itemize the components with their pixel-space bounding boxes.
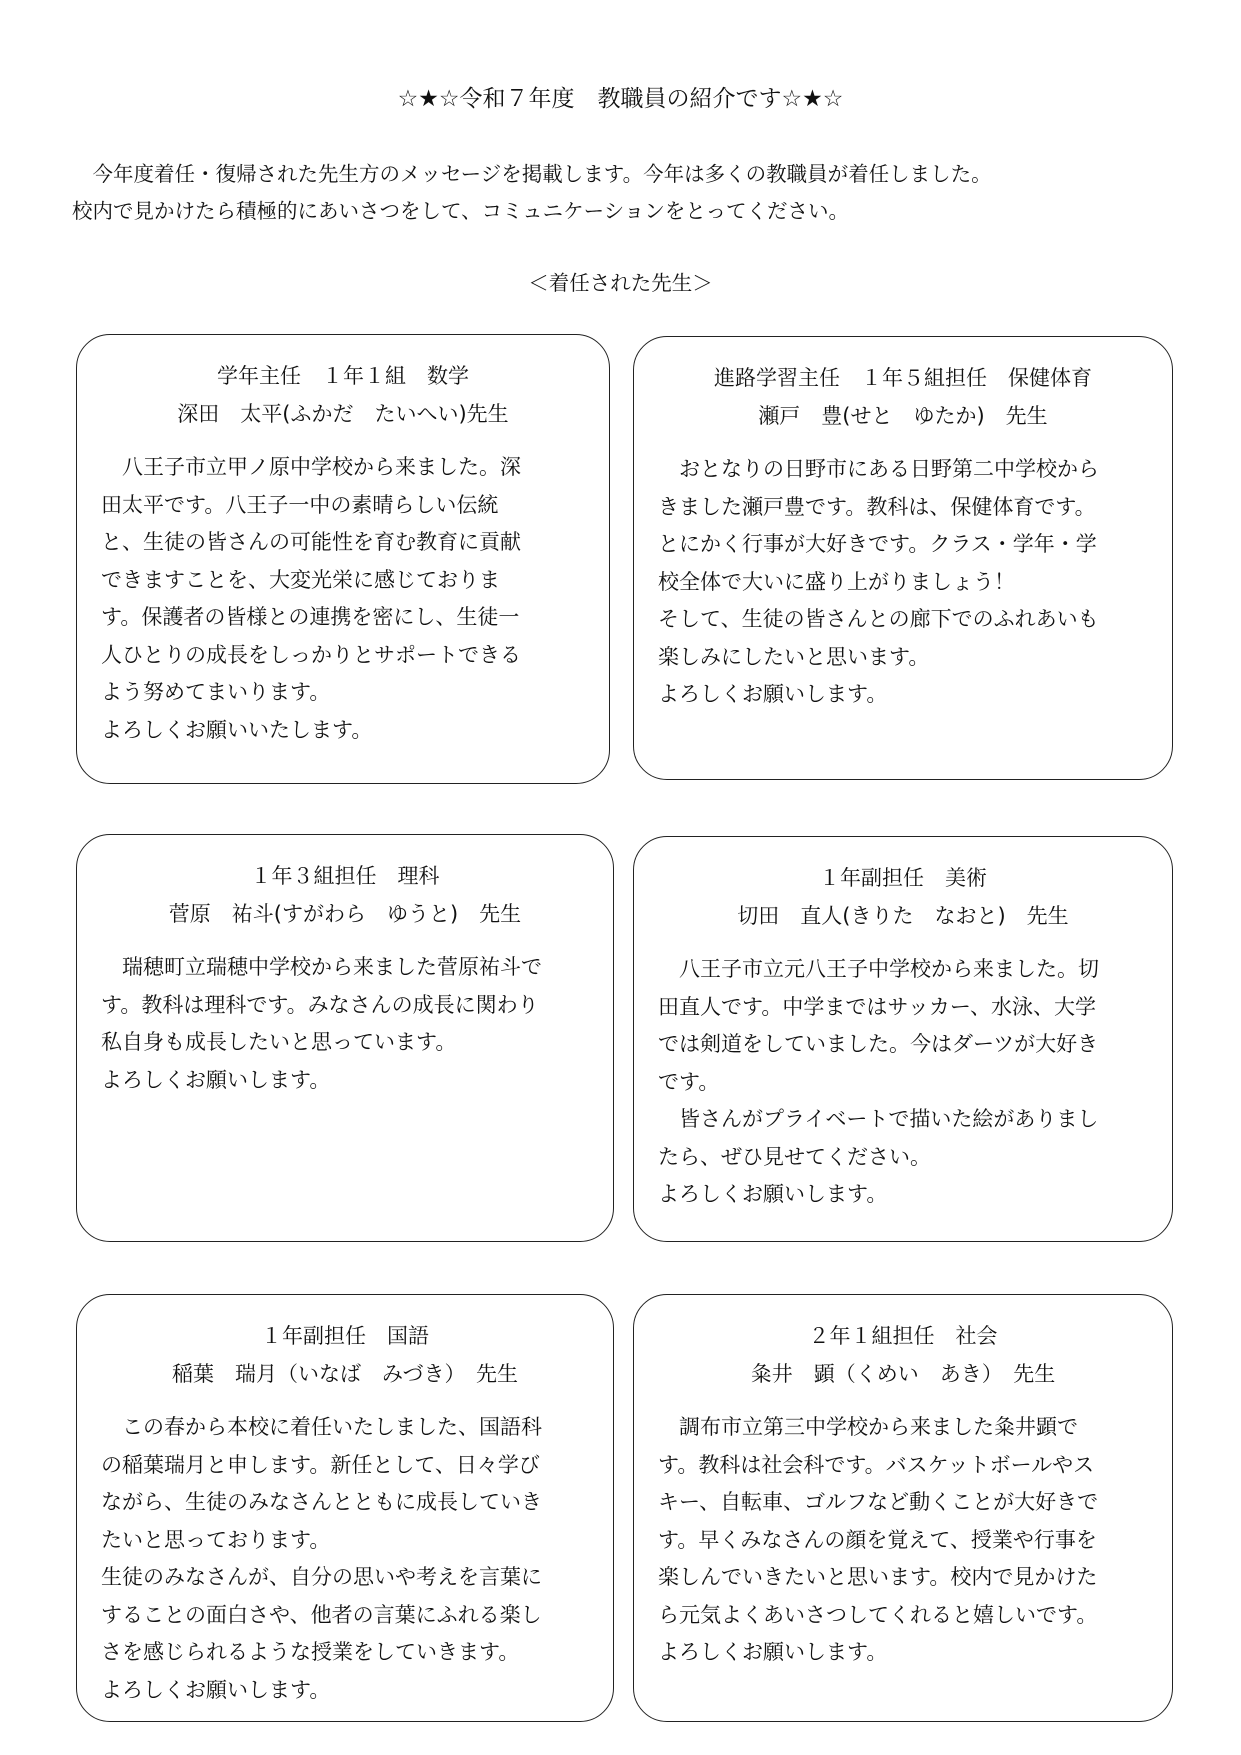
teacher-card: [76, 834, 614, 1242]
teacher-card: [633, 1294, 1173, 1722]
teacher-role: ２年１組担任 社会: [808, 1324, 998, 1348]
page-title: ☆★☆令和７年度 教職員の紹介です☆★☆: [397, 86, 844, 112]
teacher-message: 八王子市立元八王子中学校から来ました。切 田直人です。中学まではサッカー、水泳、大学 では剣道をしていました。今はダーツが大好き です。 皆さんがプライベートで描いた絵がありまし たら、ぜひ見せてください。 よろしくお願いします。: [658, 957, 1099, 1206]
teacher-message: この春から本校に着任いたしました、国語科 の稲葉瑞月と申します。新任として、日々学び ながら、生徒のみなさんとともに成長していき たいと思っております。 生徒のみなさんが、自分の思いや考えを言葉に することの面白さや、他者の言葉にふれる楽し さを感じられるような授業をしていきます。 よろしくお願いします。: [101, 1415, 542, 1702]
intro-text: [72, 156, 992, 230]
teacher-role: 学年主任 １年１組 数学: [217, 364, 469, 388]
teacher-name: 瀬戸 豊(せと ゆたか) 先生: [758, 404, 1048, 428]
section-heading: ＜着任された先生＞: [528, 271, 713, 295]
teacher-name: 深田 太平(ふかだ たいへい)先生: [177, 402, 509, 426]
teacher-message: 瑞穂町立瑞穂中学校から来ました菅原祐斗で す。教科は理科です。みなさんの成長に関わり 私自身も成長したいと思っています。 よろしくお願いします。: [101, 955, 542, 1092]
teacher-message: おとなりの日野市にある日野第二中学校から きました瀬戸豊です。教科は、保健体育です。 とにかく行事が大好きです。クラス・学年・学 校全体で大いに盛り上がりましょう！ そして、生徒の皆さんとの廊下でのふれあいも 楽しみにしたいと思います。 よろしくお願いします。: [658, 457, 1099, 706]
teacher-role: １年副担任 美術: [819, 866, 987, 890]
teacher-card: [633, 336, 1173, 780]
teacher-card: [76, 334, 610, 784]
teacher-role: １年３組担任 理科: [250, 864, 440, 888]
intro-line: 今年度着任・復帰された先生方のメッセージを掲載します。今年は多くの教職員が着任しました。: [72, 162, 992, 186]
teacher-card: [633, 836, 1173, 1242]
teacher-name: 稲葉 瑞月（いなば みづき） 先生: [171, 1362, 519, 1386]
teacher-role: １年副担任 国語: [261, 1324, 429, 1348]
intro-line: 校内で見かけたら積極的にあいさつをして、コミュニケーションをとってください。: [72, 199, 849, 223]
teacher-card: [76, 1294, 614, 1722]
teacher-name: 粂井 顕（くめい あき） 先生: [750, 1362, 1056, 1386]
teacher-name: 菅原 祐斗(すがわら ゆうと) 先生: [168, 902, 522, 926]
teacher-message: 八王子市立甲ノ原中学校から来ました。深 田太平です。八王子一中の素晴らしい伝統 と、生徒の皆さんの可能性を育む教育に貢献 できますことを、大変光栄に感じておりま す。保護者の皆様との連携を密にし、生徒一 人ひとりの成長をしっかりとサポートできる よう努めてまいります。 よろしくお願いいたします。: [101, 455, 521, 742]
teacher-message: 調布市立第三中学校から来ました粂井顕で す。教科は社会科です。バスケットボールやス キー、自転車、ゴルフなど動くことが大好きで す。早くみなさんの顔を覚えて、授業や行事を 楽しんでいきたいと思います。校内で見かけた ら元気よくあいさつしてくれると嬉しいです。 よろしくお願いします。: [658, 1415, 1099, 1664]
teacher-name: 切田 直人(きりた なおと) 先生: [737, 904, 1069, 928]
teacher-role: 進路学習主任 １年５組担任 保健体育: [714, 366, 1092, 390]
